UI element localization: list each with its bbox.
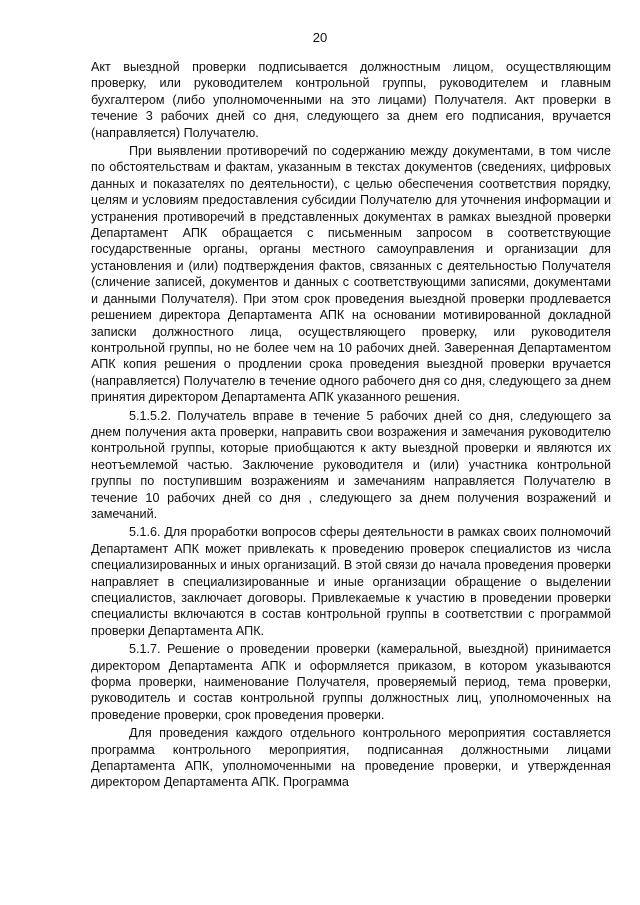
paragraph-act-signing: Акт выездной проверки подписывается должностным лицом, осуществляющим проверку, или руководителем контрольной группы, руководителем и главным бухгалтером (либо уполномоченными на это лицами) Получателя. Акт проверки в течение 3 рабочих дней со дня, следующего за днем его подписания, вручается (направляется) Получателю. — [91, 60, 611, 140]
paragraph-contradictions: При выявлении противоречий по содержанию между документами, в том числе по обстоятельствам и фактам, указанным в текстах документов (сведениях, цифровых данных и показателях по деятельности), с целью обеспечения соответствия порядку, целям и условиям предоставления субсидии Получателю для уточнения информации и устранения противоречий в представленных документах в рамках выездной проверки Департамент АПК обращается с письменным запросом в соответствующие государственные органы, органы местного самоуправления и организации для установления и (или) подтверждения фактов, связанных с деятельностью Получателя (сличение записей, документов и данных с соответствующими записями, документами и данными Получателя). При этом срок проведения выездной проверки продлевается решением директора Департамента АПК на основании мотивированной докладной записки должностного лица, осуществляющего проверку, или руководителя контрольной группы, но не более чем на 10 рабочих дней. Заверенная Департаментом АПК копия решения о продлении срока проведения выездной проверки вручается (направляется) Получателю в течение одного рабочего дня со дня, следующего за днем принятия директором Департамента АПК указанного решения. — [91, 144, 611, 405]
paragraph-5-1-7: 5.1.7. Решение о проведении проверки (камеральной, выездной) принимается директором Департамента АПК и оформляется приказом, в котором указываются форма проверки, наименование Получателя, проверяемый период, тема проверки, руководитель и состав контрольной группы должностных лиц, уполномоченных на проведение проверки, срок проведения проверки. — [91, 642, 611, 722]
document-body — [91, 59, 611, 791]
paragraph-program: Для проведения каждого отдельного контрольного мероприятия составляется программа контрольного мероприятия, подписанная должностными лицами Департамента АПК, уполномоченными на проведение проверки, и утвержденная директором Департамента АПК. Программа — [91, 726, 611, 790]
page-number: 20 — [312, 30, 328, 45]
paragraph-5-1-6: 5.1.6. Для проработки вопросов сферы деятельности в рамках своих полномочий Департамент АПК может привлекать к проведению проверок специалистов из числа специализированных и иных организаций. В этой связи до начала проведения проверки направляет в специализированные и иные организации обращение о выделении специалистов, заключает договоры. Привлекаемые к участию в проведении проверки специалисты включаются в состав контрольной группы в соответствии с программой проверки Департамента АПК. — [91, 525, 611, 638]
paragraph-5-1-5-2: 5.1.5.2. Получатель вправе в течение 5 рабочих дней со дня, следующего за днем получения акта проверки, направить свои возражения и замечания руководителю контрольной группы, которые приобщаются к акту выездной проверки и являются их неотъемлемой частью. Заключение руководителя и (или) участника контрольной группы по поступившим возражениям и замечаниям направляется Получателю в течение 10 рабочих дней со дня , следующего за днем получения возражений и замечаний. — [91, 408, 611, 521]
